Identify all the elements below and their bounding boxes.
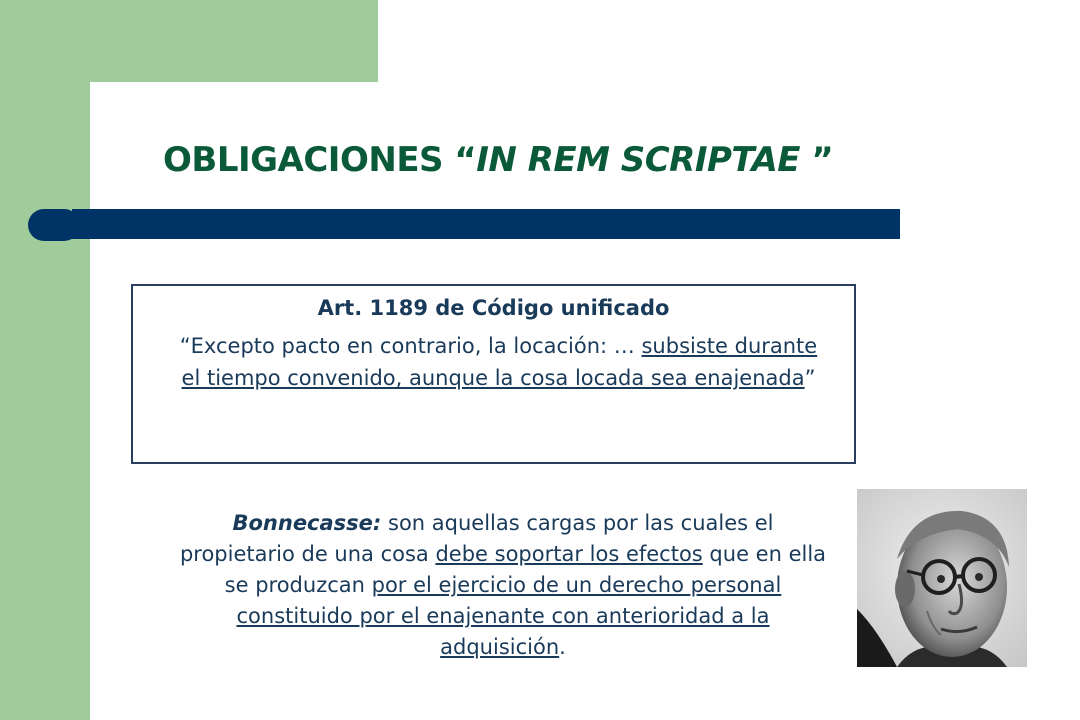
article-box — [131, 284, 856, 464]
title-prefix: OBLIGACIONES “ — [163, 140, 477, 180]
definition-underline-1: debe soportar los efectos — [435, 542, 703, 566]
definition-underline-2: por el ejercicio de un derecho personal constituido por el enajenante con anterioridad a la adquisición — [236, 573, 782, 659]
definition-text-2: que en ella se produzcan — [224, 542, 827, 597]
accent-bar — [72, 209, 900, 239]
portrait-photo — [857, 489, 1027, 667]
definition-text-1: son aquellas cargas por las cuales el propietario de una cosa — [179, 511, 774, 566]
title-suffix: ” — [800, 140, 834, 180]
quote-close: ” — [804, 366, 816, 390]
title-italic: IN REM SCRIPTAE — [476, 140, 801, 180]
bonnecasse-definition — [178, 508, 828, 663]
bonnecasse-lead: Bonnecasse: — [232, 511, 382, 535]
quote-underlined: subsiste durante el tiempo convenido, aunque la cosa locada sea enajenada — [181, 334, 818, 390]
left-green-band — [0, 0, 90, 720]
portrait-illustration — [857, 489, 1027, 667]
article-quote — [173, 330, 824, 394]
article-heading: Art. 1189 de Código unificado — [317, 296, 670, 320]
slide-title — [163, 140, 833, 180]
definition-text-3: . — [559, 635, 566, 659]
quote-open: “Excepto pacto en contrario, la locación: … — [179, 334, 642, 358]
top-green-band — [0, 0, 378, 82]
